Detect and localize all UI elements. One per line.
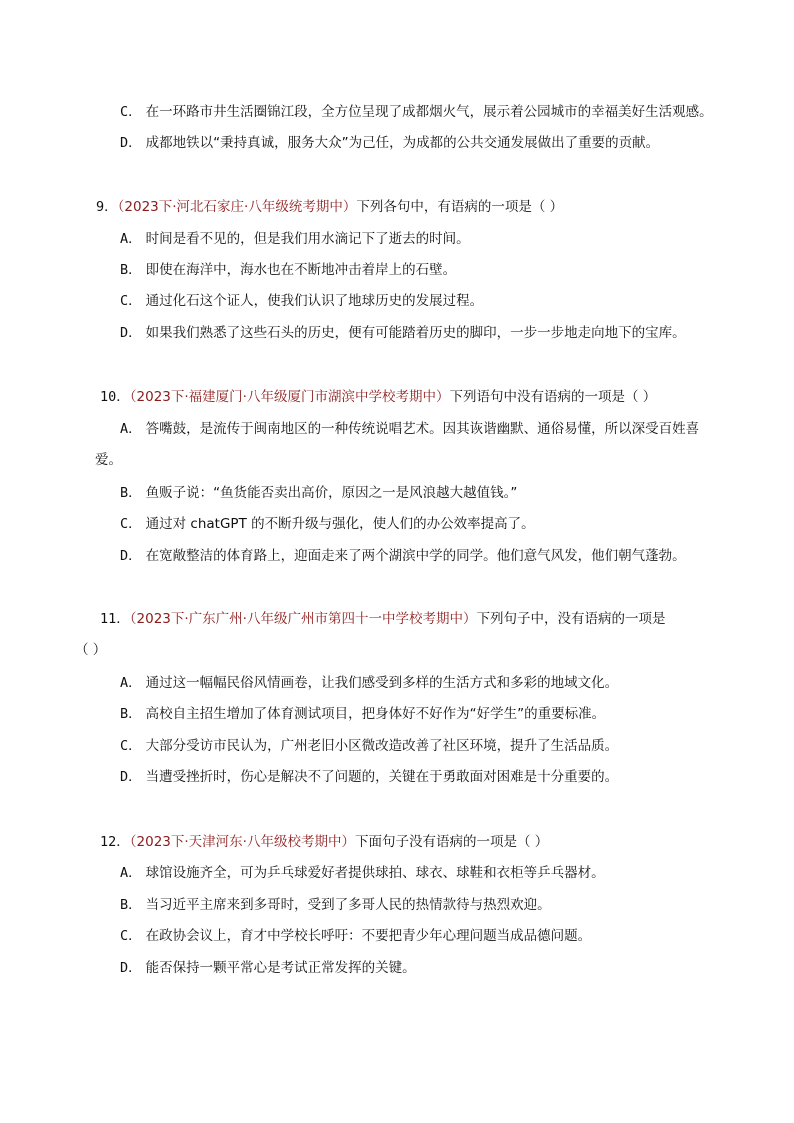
option-text: 在宽敞整洁的体育路上，迎面走来了两个湖滨中学的同学。他们意气风发，他们朝气蓬勃。 bbox=[145, 548, 686, 564]
question-stem: 下列各句中，有语病的一项是（ ） bbox=[356, 199, 564, 215]
option-d bbox=[120, 958, 416, 978]
option-d bbox=[120, 767, 618, 787]
question-source: （2023下·广东广州·八年级广州市第四十一中学校考期中） bbox=[129, 611, 477, 627]
question-10-stem bbox=[100, 387, 656, 407]
option-letter: C． bbox=[120, 104, 142, 120]
question-number: 11． bbox=[100, 611, 130, 627]
option-a bbox=[120, 229, 470, 249]
option-d bbox=[120, 323, 686, 343]
option-text: 球馆设施齐全，可为乒乓球爱好者提供球拍、球衣、球鞋和衣柜等乒乓器材。 bbox=[145, 865, 605, 881]
option-letter: A． bbox=[120, 421, 142, 437]
option-text: 在一环路市井生活圈锦江段，全方位呈现了成都烟火气，展示着公园城市的幸福美好生活观感。 bbox=[145, 104, 713, 120]
option-c bbox=[120, 291, 483, 311]
option-d bbox=[120, 546, 686, 566]
question-12-stem bbox=[100, 832, 548, 852]
option-b bbox=[120, 895, 551, 915]
option-letter: D． bbox=[120, 548, 142, 564]
question-stem: 下面句子没有语病的一项是（ ） bbox=[354, 834, 549, 850]
option-text: 能否保持一颗平常心是考试正常发挥的关键。 bbox=[145, 960, 416, 976]
option-text: 即使在海洋中，海水也在不断地冲击着岸上的石壁。 bbox=[145, 262, 457, 278]
option-letter: C． bbox=[120, 928, 142, 944]
option-text: 大部分受访市民认为，广州老旧小区微改造改善了社区环境，提升了生活品质。 bbox=[145, 738, 619, 754]
option-b bbox=[120, 483, 517, 503]
option-letter: D． bbox=[120, 769, 142, 785]
option-letter: C． bbox=[120, 293, 142, 309]
option-a-continuation: 爱。 bbox=[95, 452, 122, 468]
option-letter: B． bbox=[120, 262, 142, 278]
option-b bbox=[120, 260, 456, 280]
question-11-stem bbox=[100, 609, 665, 629]
option-text: 成都地铁以“秉持真诚，服务大众”为己任，为成都的公共交通发展做出了重要的贡献。 bbox=[145, 135, 660, 151]
option-text: 如果我们熟悉了这些石头的历史，便有可能踏着历史的脚印，一步一步地走向地下的宝库。 bbox=[145, 325, 686, 341]
option-letter: B． bbox=[120, 897, 142, 913]
option-text: 答嘴鼓，是流传于闽南地区的一种传统说唱艺术。因其诙谐幽默、通俗易懂，所以深受百姓喜 bbox=[145, 421, 700, 437]
option-c bbox=[120, 102, 713, 122]
option-letter: C． bbox=[120, 516, 142, 532]
option-text: 鱼贩子说：“鱼货能否卖出高价，原因之一是风浪越大越值钱。” bbox=[145, 485, 518, 501]
question-number: 10． bbox=[100, 389, 130, 405]
question-number: 12． bbox=[100, 834, 130, 850]
option-text: 在政协会议上，育才中学校长呼吁：不要把青少年心理问题当成品德问题。 bbox=[145, 928, 592, 944]
option-a bbox=[120, 673, 618, 693]
option-a bbox=[120, 419, 699, 439]
option-b bbox=[120, 704, 605, 724]
question-source: （2023下·福建厦门·八年级厦门市湖滨中学校考期中） bbox=[129, 389, 450, 405]
option-letter: C． bbox=[120, 738, 142, 754]
option-text: 当遭受挫折时，伤心是解决不了问题的，关键在于勇敢面对困难是十分重要的。 bbox=[145, 769, 619, 785]
option-text: 当习近平主席来到多哥时，受到了多哥人民的热情款待与热烈欢迎。 bbox=[145, 897, 551, 913]
option-letter: B． bbox=[120, 706, 142, 722]
option-letter: A． bbox=[120, 675, 142, 691]
question-source: （2023下·河北石家庄·八年级统考期中） bbox=[117, 199, 357, 215]
question-number: 9． bbox=[96, 199, 118, 215]
option-letter: D． bbox=[120, 135, 142, 151]
option-letter: D． bbox=[120, 960, 142, 976]
option-text: 高校自主招生增加了体育测试项目，把身体好不好作为“好学生”的重要标准。 bbox=[145, 706, 606, 722]
option-text: 时间是看不见的，但是我们用水滴记下了逝去的时间。 bbox=[145, 231, 470, 247]
option-c bbox=[120, 514, 535, 534]
option-text: 通过对 chatGPT 的不断升级与强化，使人们的办公效率提高了。 bbox=[145, 516, 535, 532]
option-letter: D． bbox=[120, 325, 142, 341]
option-letter: A． bbox=[120, 231, 142, 247]
option-text: 通过化石这个证人，使我们认识了地球历史的发展过程。 bbox=[145, 293, 484, 309]
option-text: 通过这一幅幅民俗风情画卷，让我们感受到多样的生活方式和多彩的地域文化。 bbox=[145, 675, 619, 691]
option-d bbox=[120, 133, 659, 153]
question-11-stem-continuation: （ ） bbox=[75, 642, 107, 658]
question-stem: 下列语句中没有语病的一项是（ ） bbox=[449, 389, 657, 405]
option-a bbox=[120, 863, 605, 883]
question-9-stem bbox=[96, 197, 563, 217]
question-source: （2023下·天津河东·八年级校考期中） bbox=[129, 834, 355, 850]
option-c bbox=[120, 736, 618, 756]
option-letter: B． bbox=[120, 485, 142, 501]
option-c bbox=[120, 926, 591, 946]
option-letter: A． bbox=[120, 865, 142, 881]
question-stem: 下列句子中，没有语病的一项是 bbox=[476, 611, 666, 627]
